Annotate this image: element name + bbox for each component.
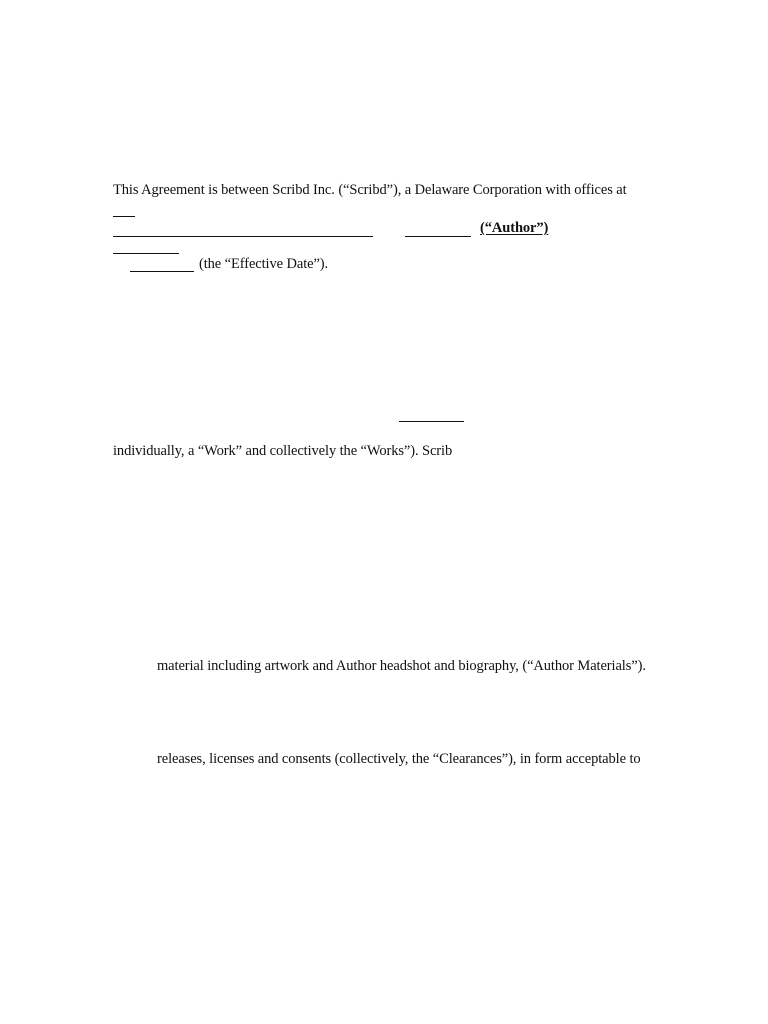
author-label: (“Author”)	[480, 220, 549, 236]
blank-line-address	[113, 236, 373, 237]
author-materials-line: material including artwork and Author headshot and biography, (“Author Materials”).	[157, 658, 646, 674]
clearances-line: releases, licenses and consents (collectively, the “Clearances”), in form acceptable to	[157, 751, 641, 767]
blank-line-author-address	[113, 253, 179, 254]
blank-line-works	[399, 421, 464, 422]
intro-line: This Agreement is between Scribd Inc. (“Scribd”), a Delaware Corporation with offices at	[113, 182, 627, 198]
blank-line-short	[113, 216, 135, 217]
effective-date-text: (the “Effective Date”).	[199, 256, 329, 272]
blank-line-author-name	[405, 236, 471, 237]
works-line: individually, a “Work” and collectively the “Works”). Scrib	[113, 443, 453, 459]
blank-line-effective-date	[130, 271, 194, 272]
